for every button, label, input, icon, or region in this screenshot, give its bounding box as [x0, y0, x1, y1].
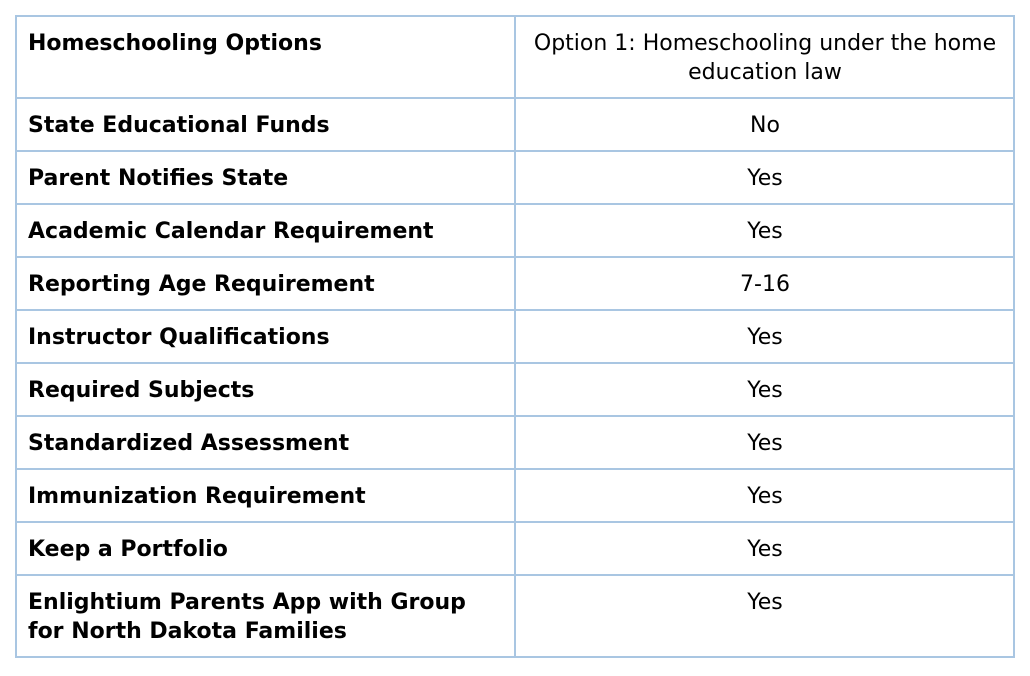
row-label-required-subjects: Required Subjects	[16, 363, 515, 416]
table-row	[16, 98, 1014, 151]
header-label-cell: Homeschooling Options	[16, 16, 515, 98]
table-row	[16, 151, 1014, 204]
table-row	[16, 469, 1014, 522]
row-value-instructor-qualifications: Yes	[515, 310, 1014, 363]
row-label-parent-notifies-state: Parent Notifies State	[16, 151, 515, 204]
row-value-required-subjects: Yes	[515, 363, 1014, 416]
row-value-academic-calendar: Yes	[515, 204, 1014, 257]
row-value-state-educational-funds: No	[515, 98, 1014, 151]
header-option-cell: Option 1: Homeschooling under the home education law	[515, 16, 1014, 98]
table-row	[16, 310, 1014, 363]
row-value-standardized-assessment: Yes	[515, 416, 1014, 469]
row-label-instructor-qualifications: Instructor Qualifications	[16, 310, 515, 363]
row-label-standardized-assessment: Standardized Assessment	[16, 416, 515, 469]
table-row	[16, 575, 1014, 657]
table-row	[16, 257, 1014, 310]
row-value-immunization: Yes	[515, 469, 1014, 522]
table-row	[16, 204, 1014, 257]
row-label-keep-portfolio: Keep a Portfolio	[16, 522, 515, 575]
table-row	[16, 363, 1014, 416]
table-row	[16, 416, 1014, 469]
homeschooling-options-table	[15, 15, 1015, 658]
row-value-parent-notifies-state: Yes	[515, 151, 1014, 204]
row-label-academic-calendar: Academic Calendar Requirement	[16, 204, 515, 257]
table-row	[16, 522, 1014, 575]
row-label-reporting-age: Reporting Age Requirement	[16, 257, 515, 310]
row-label-state-educational-funds: State Educational Funds	[16, 98, 515, 151]
table-header-row	[16, 16, 1014, 98]
row-value-parents-app: Yes	[515, 575, 1014, 657]
row-value-keep-portfolio: Yes	[515, 522, 1014, 575]
row-label-immunization: Immunization Requirement	[16, 469, 515, 522]
row-label-parents-app: Enlightium Parents App with Group for North Dakota Families	[16, 575, 515, 657]
row-value-reporting-age: 7-16	[515, 257, 1014, 310]
